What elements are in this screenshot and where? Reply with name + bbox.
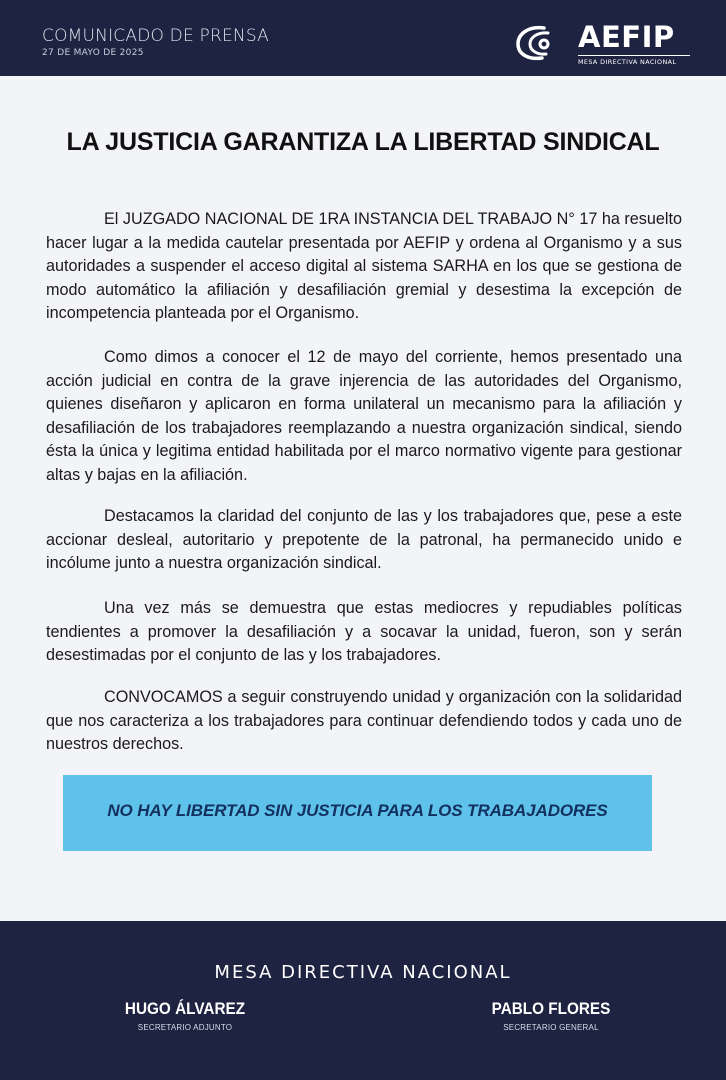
- aefip-logo-name: AEFIP: [578, 20, 675, 54]
- aefip-logo: [514, 20, 694, 68]
- press-release-title: COMUNICADO DE PRENSA: [42, 26, 269, 46]
- paragraph: El JUZGADO NACIONAL DE 1RA INSTANCIA DEL TRABAJO N° 17 ha resuelto hacer lugar a la medida cautelar presentada por AEFIP y ordena al Organismo y a sus autoridades a suspender el acceso digital al sistema SARHA en los que se gestiona de modo automático la afiliación y desafiliación gremial y desestima la excepción de incompetencia planteada por el Organismo.: [46, 210, 682, 322]
- signatory-general: [466, 999, 636, 1032]
- footer-title: MESA DIRECTIVA NACIONAL: [214, 962, 512, 983]
- paragraph: Como dimos a conocer el 12 de mayo del corriente, hemos presentado una acción judicial en contra de la grave injerencia de las autoridades del Organismo, quienes diseñaron y aplicaron en forma unilateral un mecanismo para la afiliación y desafiliación de los trabajadores reemplazando a nuestra organización sindical, siendo ésta la única y legitima entidad habilitada por el marco normativo vigente para gestionar altas y bajas en la afiliación.: [46, 348, 682, 484]
- slogan-text: NO HAY LIBERTAD SIN JUSTICIA PARA LOS TRABAJADORES: [107, 801, 608, 820]
- signatory-role: SECRETARIO ADJUNTO: [137, 1023, 233, 1032]
- paragraph: Una vez más se demuestra que estas mediocres y repudiables políticas tendientes a promover la desafiliación y a socavar la unidad, fueron, son y serán desestimadas por el conjunto de las y los trabajadores.: [46, 599, 682, 664]
- paragraph: CONVOCAMOS a seguir construyendo unidad y organización con la solidaridad que nos caracteriza a los trabajadores para continuar defendiendo todos y cada uno de nuestros derechos.: [46, 688, 682, 753]
- press-release-date: 27 DE MAYO DE 2025: [42, 48, 144, 58]
- signatory-name: PABLO FLORES: [491, 999, 611, 1018]
- headline: LA JUSTICIA GARANTIZA LA LIBERTAD SINDICAL: [66, 128, 660, 156]
- signatory-role: SECRETARIO GENERAL: [503, 1023, 599, 1032]
- aefip-logo-subtitle: MESA DIRECTIVA NACIONAL: [578, 55, 690, 66]
- aefip-logo-icon: [514, 24, 566, 62]
- slogan-banner: [63, 775, 652, 851]
- paragraph: Destacamos la claridad del conjunto de las y los trabajadores que, pese a este accionar desleal, autoritario y prepotente de la patronal, ha permanecido unido e incólume junto a nuestra organización sindical.: [46, 507, 682, 572]
- header-bar: [0, 0, 726, 76]
- signatory-name: HUGO ÁLVAREZ: [124, 999, 246, 1018]
- footer: [0, 921, 726, 1080]
- signatory-adjunto: [100, 999, 270, 1032]
